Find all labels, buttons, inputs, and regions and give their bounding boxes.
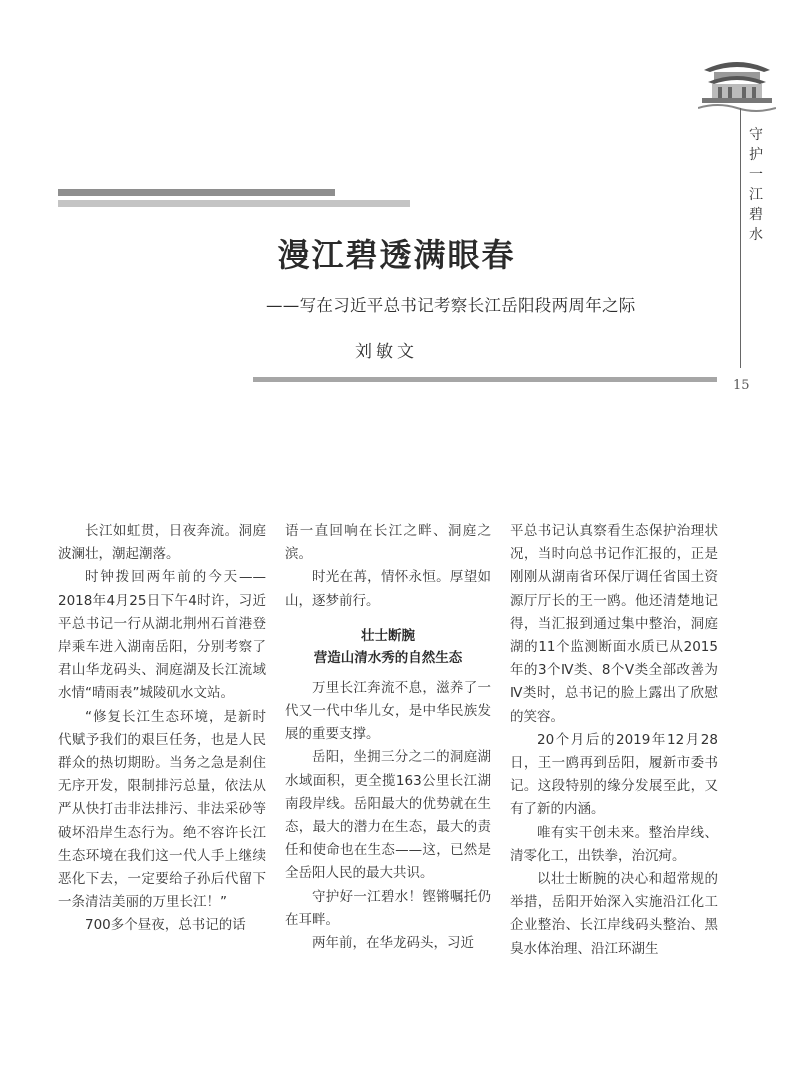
paragraph: 语一直回响在长江之畔、洞庭之滨。 bbox=[285, 523, 491, 563]
paragraph: 以壮士断腕的决心和超常规的举措，岳阳开始深入实施沿江化工企业整治、长江岸线码头整治、黑臭水体治理、沿江环湖生 bbox=[510, 871, 718, 957]
text-column-3 bbox=[510, 520, 718, 961]
article-subtitle: ——写在习近平总书记考察长江岳阳段两周年之际 bbox=[266, 296, 636, 315]
paragraph: 两年前，在华龙码头，习近 bbox=[312, 935, 474, 952]
section-heading bbox=[285, 625, 491, 669]
section-side-label: 守护一江碧水 bbox=[749, 127, 763, 243]
paragraph: 万里长江奔流不息，滋养了一代又一代中华儿女，是中华民族发展的重要支撑。 bbox=[285, 679, 491, 743]
paragraph: 平总书记认真察看生态保护治理状况，当时向总书记作汇报的，正是刚刚从湖南省环保厅调任省国土资源厅厅长的王一鸥。他还清楚地记得，当汇报到通过集中整治，洞庭湖的11个监测断面水质已从2015年的3个Ⅳ类、8个Ⅴ类全部改善为Ⅳ类时，总书记的脸上露出了欣慰的笑容。 bbox=[510, 523, 718, 725]
text-column-1 bbox=[58, 520, 266, 938]
side-divider bbox=[740, 108, 741, 368]
paragraph: 唯有实干创未来。整治岸线、清零化工，出铁拳，治沉疴。 bbox=[510, 824, 718, 864]
text-column-2 bbox=[285, 520, 491, 955]
paragraph: 700多个昼夜，总书记的话 bbox=[85, 917, 246, 934]
paragraph: 长江如虹贯，日夜奔流。洞庭波澜壮，潮起潮落。 bbox=[58, 523, 266, 563]
paragraph: 时光在苒，情怀永恒。厚望如山，逐梦前行。 bbox=[285, 569, 491, 609]
paragraph: 岳阳，坐拥三分之二的洞庭湖水域面积，更全揽163公里长江湖南段岸线。岳阳最大的优势就在生态，最大的潜力在生态，最大的责任和使命也在生态——这，已然是全岳阳人民的最大共识。 bbox=[285, 749, 491, 882]
article-author: 刘敏文 bbox=[355, 342, 418, 362]
article-title: 漫江碧透满眼春 bbox=[277, 236, 516, 274]
paragraph: 时钟拨回两年前的今天——2018年4月25日下午4时许，习近平总书记一行从湖北荆州石首港登岸乘车进入湖南岳阳，分别考察了君山华龙码头、洞庭湖及长江流域水情“晴雨表”城陵矶水文站。 bbox=[58, 569, 266, 702]
pavilion-logo-icon bbox=[698, 50, 776, 112]
section-heading-line-2: 营造山清水秀的自然生态 bbox=[313, 649, 463, 666]
section-heading-line-1: 壮士断腕 bbox=[361, 627, 415, 644]
paragraph: 20个月后的2019年12月28日，王一鸥再到岳阳，履新市委书记。这段特别的缘分发展至此，又有了新的内涵。 bbox=[510, 731, 718, 818]
page-number: 15 bbox=[733, 378, 750, 393]
decorative-bar-dark bbox=[58, 189, 335, 196]
paragraph: 守护好一江碧水！铿锵嘱托仍在耳畔。 bbox=[285, 888, 491, 928]
decorative-bar-light bbox=[58, 200, 410, 207]
paragraph: “修复长江生态环境，是新时代赋予我们的艰巨任务，也是人民群众的热切期盼。当务之急是刹住无序开发，限制排污总量，依法从严从快打击非法排污、非法采砂等破坏沿岸生态行为。绝不容许长江生态环境在我们这一代人手上继续恶化下去，一定要给子孙后代留下一条清洁美丽的万里长江！” bbox=[58, 708, 266, 911]
decorative-bar-under-author bbox=[253, 377, 717, 382]
